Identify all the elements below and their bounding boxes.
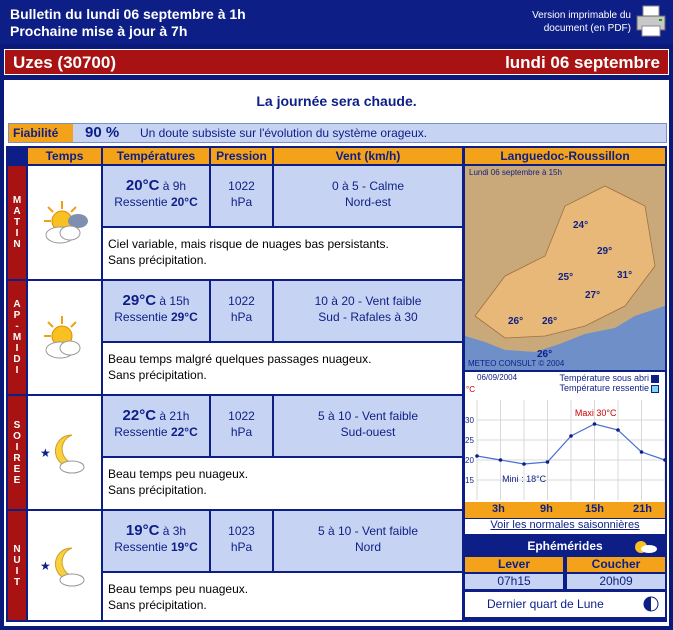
wind-speed: 5 à 10 - Vent faible: [317, 409, 419, 423]
hour-label: 21h: [633, 503, 652, 515]
temperature-value: 20°C: [125, 177, 160, 194]
y-tick-label: 20: [465, 456, 474, 465]
sun-cloud-icon: [629, 538, 659, 554]
temperature-value: 19°C: [125, 522, 160, 539]
felt-label: Ressentie: [114, 195, 168, 209]
pressure-value: 1022: [228, 409, 255, 423]
moon-phase-icon: [643, 596, 659, 612]
felt-label: Ressentie: [114, 310, 168, 324]
y-tick-label: 25: [465, 436, 474, 445]
period-icon-cell: [28, 511, 101, 620]
svg-text:★: ★: [39, 445, 51, 460]
graph-unit: °C: [466, 385, 475, 394]
pressure-unit: hPa: [230, 195, 253, 209]
period-label-nuit: N U I T: [8, 511, 26, 620]
hour-label: 3h: [492, 503, 505, 515]
sunset-time: 20h09: [567, 574, 665, 589]
period-description: [103, 228, 462, 279]
reliability-text: Un doute subsiste sur l'évolution du système orageux.: [140, 126, 428, 140]
wind-cell: [274, 281, 462, 341]
period-icon-cell: [28, 281, 101, 394]
wind-speed: 10 à 20 - Vent faible: [314, 294, 422, 308]
city-band: [4, 49, 669, 75]
coucher-label: Coucher: [567, 557, 665, 572]
temperature-cell: [103, 166, 209, 226]
forecast-grid: [6, 146, 667, 622]
wind-speed: 0 à 5 - Calme: [331, 179, 405, 193]
map-temp-label: 26°: [508, 316, 524, 327]
period-icon-cell: [28, 396, 101, 509]
temperature-time: à 3h: [162, 524, 187, 538]
precipitation-line: Sans précipitation.: [108, 598, 207, 612]
print-line1[interactable]: Version imprimable du: [532, 10, 631, 21]
temperature-cell: [103, 396, 209, 456]
max-annotation: Maxi 30°C: [574, 408, 617, 418]
bulletin-title: Bulletin du lundi 06 septembre à 1h: [10, 6, 246, 22]
temperature-cell: [103, 281, 209, 341]
temperature-chart: [465, 372, 665, 502]
pressure-value: 1022: [228, 294, 255, 308]
description-line: Ciel variable, mais risque de nuages bas persistants.: [108, 237, 389, 251]
data-point: [640, 450, 644, 454]
next-update: Prochaine mise à jour à 7h: [10, 23, 188, 39]
data-point: [546, 460, 550, 464]
map-caption: Lundi 06 septembre à 15h: [469, 168, 562, 177]
temperature-value: 29°C: [122, 292, 157, 309]
felt-label: Ressentie: [114, 540, 168, 554]
forecast-date: lundi 06 septembre: [505, 53, 660, 72]
period-description: [103, 573, 462, 620]
map-copyright: METEO CONSULT © 2004: [468, 359, 565, 368]
reliability-bar: [8, 123, 667, 143]
col-header-temperatures: Températures: [103, 148, 209, 164]
data-point: [522, 462, 526, 466]
map-temp-label: 26°: [537, 349, 553, 360]
data-point: [663, 458, 665, 462]
felt-label: Ressentie: [114, 425, 168, 439]
pressure-unit: hPa: [230, 310, 253, 324]
description-line: Beau temps peu nuageux.: [108, 467, 249, 481]
data-point: [569, 434, 573, 438]
sun-cloud-icon: [38, 314, 92, 362]
col-header-vent: Vent (km/h): [274, 148, 462, 164]
moon-cloud-icon: [38, 542, 92, 590]
col-header-pression: Pression: [211, 148, 272, 164]
temperature-graph: [465, 372, 665, 502]
period-description: [103, 458, 462, 509]
wind-cell: [274, 166, 462, 226]
felt-value: 19°C: [170, 540, 198, 554]
temperature-value: 22°C: [122, 407, 157, 424]
temperature-time: à 9h: [162, 179, 187, 193]
map-temp-label: 27°: [585, 290, 601, 301]
temperature-time: à 15h: [159, 294, 190, 308]
pressure-unit: hPa: [230, 425, 253, 439]
pressure-cell: [211, 396, 272, 456]
temperature-cell: [103, 511, 209, 571]
print-line2[interactable]: document (en PDF): [543, 23, 631, 34]
map-temp-label: 29°: [597, 246, 613, 257]
wind-direction: Nord: [354, 540, 381, 554]
graph-date: 06/09/2004: [477, 373, 518, 382]
pressure-cell: [211, 281, 272, 341]
pressure-cell: [211, 511, 272, 571]
col-header-temps: Temps: [28, 148, 101, 164]
data-point: [499, 458, 503, 462]
precipitation-line: Sans précipitation.: [108, 483, 207, 497]
reliability-value: 90 %: [85, 124, 120, 141]
pressure-unit: hPa: [230, 540, 253, 554]
col-header-region: Languedoc-Roussillon: [465, 148, 665, 164]
y-tick-label: 15: [465, 476, 474, 485]
map-temp-label: 31°: [617, 270, 633, 281]
wind-direction: Sud-ouest: [340, 425, 396, 439]
sun-cloud-icon: [38, 199, 92, 247]
wind-speed: 5 à 10 - Vent faible: [317, 524, 419, 538]
precipitation-line: Sans précipitation.: [108, 253, 207, 267]
data-point: [475, 454, 479, 458]
data-point: [616, 428, 620, 432]
wind-cell: [274, 396, 462, 456]
city-name: Uzes (30700): [13, 53, 117, 72]
map-temp-label: 25°: [558, 272, 574, 283]
region-map[interactable]: [465, 166, 665, 370]
data-point: [593, 422, 597, 426]
reliability-label: Fiabilité: [9, 124, 73, 142]
period-label-apmidi: A P - M I D I: [8, 281, 26, 394]
y-tick-label: 30: [465, 416, 474, 425]
felt-value: 20°C: [170, 195, 198, 209]
hour-label: 9h: [540, 503, 553, 515]
period-icon-cell: [28, 166, 101, 279]
legend-ressentie-text: Température ressentie: [559, 383, 649, 393]
wind-direction: Sud - Rafales à 30: [318, 310, 418, 324]
map-temp-label: 26°: [542, 316, 558, 327]
felt-value: 29°C: [170, 310, 198, 324]
svg-text:★: ★: [39, 558, 51, 573]
printer-icon[interactable]: [635, 4, 667, 38]
wind-direction: Nord-est: [344, 195, 391, 209]
precipitation-line: Sans précipitation.: [108, 368, 207, 382]
description-line: Beau temps peu nuageux.: [108, 582, 249, 596]
moon-phase: [465, 592, 665, 617]
seasonal-normals-link[interactable]: Voir les normales saisonnières: [465, 519, 665, 534]
forecast-panel: [4, 80, 669, 626]
pressure-value: 1022: [228, 179, 255, 193]
ephemerides-title: Ephémérides: [527, 539, 603, 553]
period-label-matin: M A T I N: [8, 166, 26, 279]
bulletin-header: [0, 0, 673, 44]
print-pdf-link[interactable]: [532, 9, 631, 35]
felt-value: 22°C: [170, 425, 198, 439]
period-label-soiree: S O I R E E: [8, 396, 26, 509]
hour-label: 15h: [585, 503, 604, 515]
region-map-shape: [465, 166, 665, 370]
map-temp-label: 24°: [573, 220, 589, 231]
day-summary: La journée sera chaude.: [256, 93, 417, 109]
lever-label: Lever: [465, 557, 563, 572]
pressure-cell: [211, 166, 272, 226]
ephemerides-panel: [465, 537, 665, 619]
temperature-time: à 21h: [159, 409, 190, 423]
wind-cell: [274, 511, 462, 571]
moon-phase-text: Dernier quart de Lune: [487, 597, 604, 611]
period-description: [103, 343, 462, 394]
legend-abri-text: Température sous abri: [559, 373, 649, 383]
min-annotation: Mini : 18°C: [502, 474, 547, 484]
pressure-value: 1023: [228, 524, 255, 538]
graph-hours-bar: [465, 502, 665, 518]
moon-cloud-icon: [38, 429, 92, 477]
description-line: Beau temps malgré quelques passages nuageux.: [108, 352, 372, 366]
sunrise-time: 07h15: [465, 574, 563, 589]
